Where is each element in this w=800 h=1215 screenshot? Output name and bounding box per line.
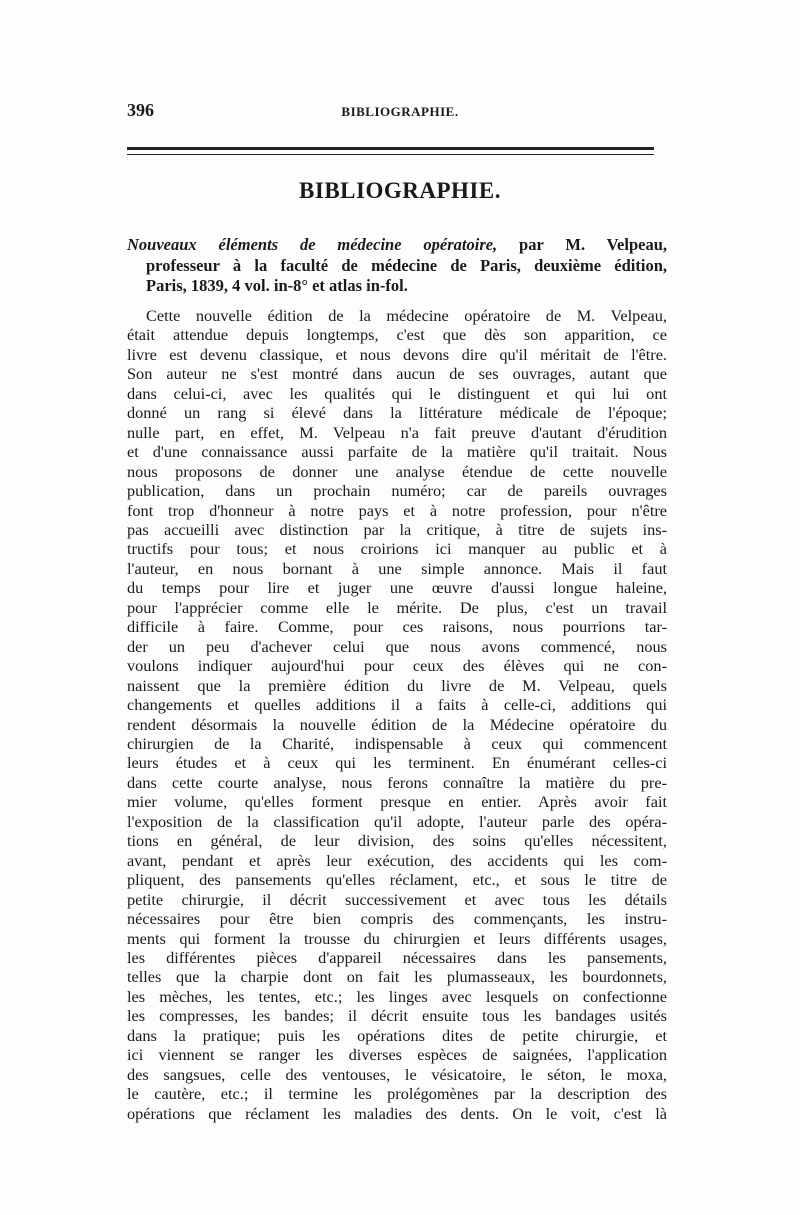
- text-line: avant, pendant et après leur exécution, des accidents qui les com-: [127, 850, 667, 870]
- text-line: nécessaires pour être bien compris des commençants, les instru-: [127, 909, 667, 929]
- text-line: mier volume, qu'elles forment presque en entier. Après avoir fait: [127, 792, 667, 812]
- text-line: Son auteur ne s'est montré dans aucun de ses ouvrages, autant que: [127, 364, 667, 384]
- text-line: changements et quelles additions il a faits à celle-ci, additions qui: [127, 695, 667, 715]
- citation-title: Nouveaux éléments de médecine opératoire,: [127, 235, 498, 254]
- text-line: nulle part, en effet, M. Velpeau n'a fait preuve d'autant d'érudition: [127, 422, 667, 442]
- text-line: naissent que la première édition du livre de M. Velpeau, quels: [127, 675, 667, 695]
- page-number: 396: [127, 100, 154, 120]
- text-line: leurs études et à ceux qui les terminent. En énumérant celles-ci: [127, 753, 667, 773]
- text-line: difficile à faire. Comme, pour ces raisons, nous pourrions tar-: [127, 617, 667, 637]
- text-line: était attendue depuis longtemps, c'est que dès son apparition, ce: [127, 325, 667, 345]
- text-line: livre est devenu classique, et nous devons dire qu'il méritait de l'être.: [127, 344, 667, 364]
- text-line: l'exposition de la classification qu'il adopte, l'auteur parle des opéra-: [127, 811, 667, 831]
- text-line: Cette nouvelle édition de la médecine opératoire de M. Velpeau,: [146, 306, 667, 325]
- text-line: voulons indiquer aujourd'hui pour ceux des élèves qui ne con-: [127, 656, 667, 676]
- book-citation: [127, 235, 667, 297]
- citation-line: Paris, 1839, 4 vol. in-8° et atlas in-fol.: [146, 276, 408, 295]
- text-line: tions en général, de leur division, des soins qu'elles nécessitent,: [127, 831, 667, 851]
- text-line: les compresses, les bandes; il décrit ensuite tous les bandages usités: [127, 1006, 667, 1026]
- text-line: et d'une connaissance aussi parfaite de la matière qu'il traitait. Nous: [127, 442, 667, 462]
- text-line: chirurgien de la Charité, indispensable à ceux qui commencent: [127, 733, 667, 753]
- text-line: telles que la charpie dont on fait les plumasseaux, les bourdonnets,: [127, 967, 667, 987]
- text-line: rendent désormais la nouvelle édition de la Médecine opératoire du: [127, 714, 667, 734]
- text-line: dans celui-ci, avec les qualités qui le distinguent et qui lui ont: [127, 383, 667, 403]
- text-line: tructifs pour tous; et nous croirions ici manquer au public et à: [127, 539, 667, 559]
- text-line: pliquent, des pansements qu'elles réclament, etc., et sous le titre de: [127, 870, 667, 890]
- running-title: BIBLIOGRAPHIE.: [341, 104, 459, 119]
- citation-line: professeur à la faculté de médecine de Paris, deuxième édition,: [146, 255, 667, 275]
- text-line: dans cette courte analyse, nous ferons connaître la matière du pre-: [127, 772, 667, 792]
- text-line: pas accueilli avec distinction par la critique, à titre de sujets ins-: [127, 519, 667, 539]
- text-line: ments qui forment la trousse du chirurgien et leurs différents usages,: [127, 928, 667, 948]
- text-line: le cautère, etc.; il termine les prolégomènes par la description des: [127, 1084, 667, 1104]
- section-heading: BIBLIOGRAPHIE.: [299, 178, 501, 203]
- text-line: petite chirurgie, il décrit successivement et avec tous les détails: [127, 889, 667, 909]
- body-paragraph: [127, 306, 667, 1123]
- text-line: pour l'apprécier comme elle le mérite. De plus, c'est un travail: [127, 597, 667, 617]
- header-rule-thin: [127, 154, 654, 155]
- citation-line: [127, 235, 667, 256]
- text-line: dans la pratique; puis les opérations dites de petite chirurgie, et: [127, 1025, 667, 1045]
- text-line: des sangsues, celle des ventouses, le vésicatoire, le séton, le moxa,: [127, 1064, 667, 1084]
- text-line: du temps pour lire et juger une œuvre d'aussi longue haleine,: [127, 578, 667, 598]
- text-line: font trop d'honneur à notre pays et à notre profession, pour n'être: [127, 500, 667, 520]
- text-line: les différentes pièces d'appareil nécessaires dans les pansements,: [127, 947, 667, 967]
- running-head: [127, 100, 673, 122]
- text-line: der un peu d'achever celui que nous avons commencé, nous: [127, 636, 667, 656]
- text-line: l'auteur, en nous bornant à une simple annonce. Mais il faut: [127, 558, 667, 578]
- text-line: les mèches, les tentes, etc.; les linges avec lesquels on confectionne: [127, 986, 667, 1006]
- citation-author: par M. Velpeau,: [497, 235, 667, 254]
- text-line: publication, dans un prochain numéro; car de pareils ouvrages: [127, 481, 667, 501]
- header-rule-thick: [127, 147, 654, 150]
- text-line: donné un rang si élevé dans la littérature médicale de l'époque;: [127, 403, 667, 423]
- text-line: opérations que réclament les maladies des dents. On le voit, c'est là: [127, 1103, 667, 1123]
- text-line: nous proposons de donner une analyse étendue de cette nouvelle: [127, 461, 667, 481]
- text-line: ici viennent se ranger les diverses espèces de saignées, l'application: [127, 1045, 667, 1065]
